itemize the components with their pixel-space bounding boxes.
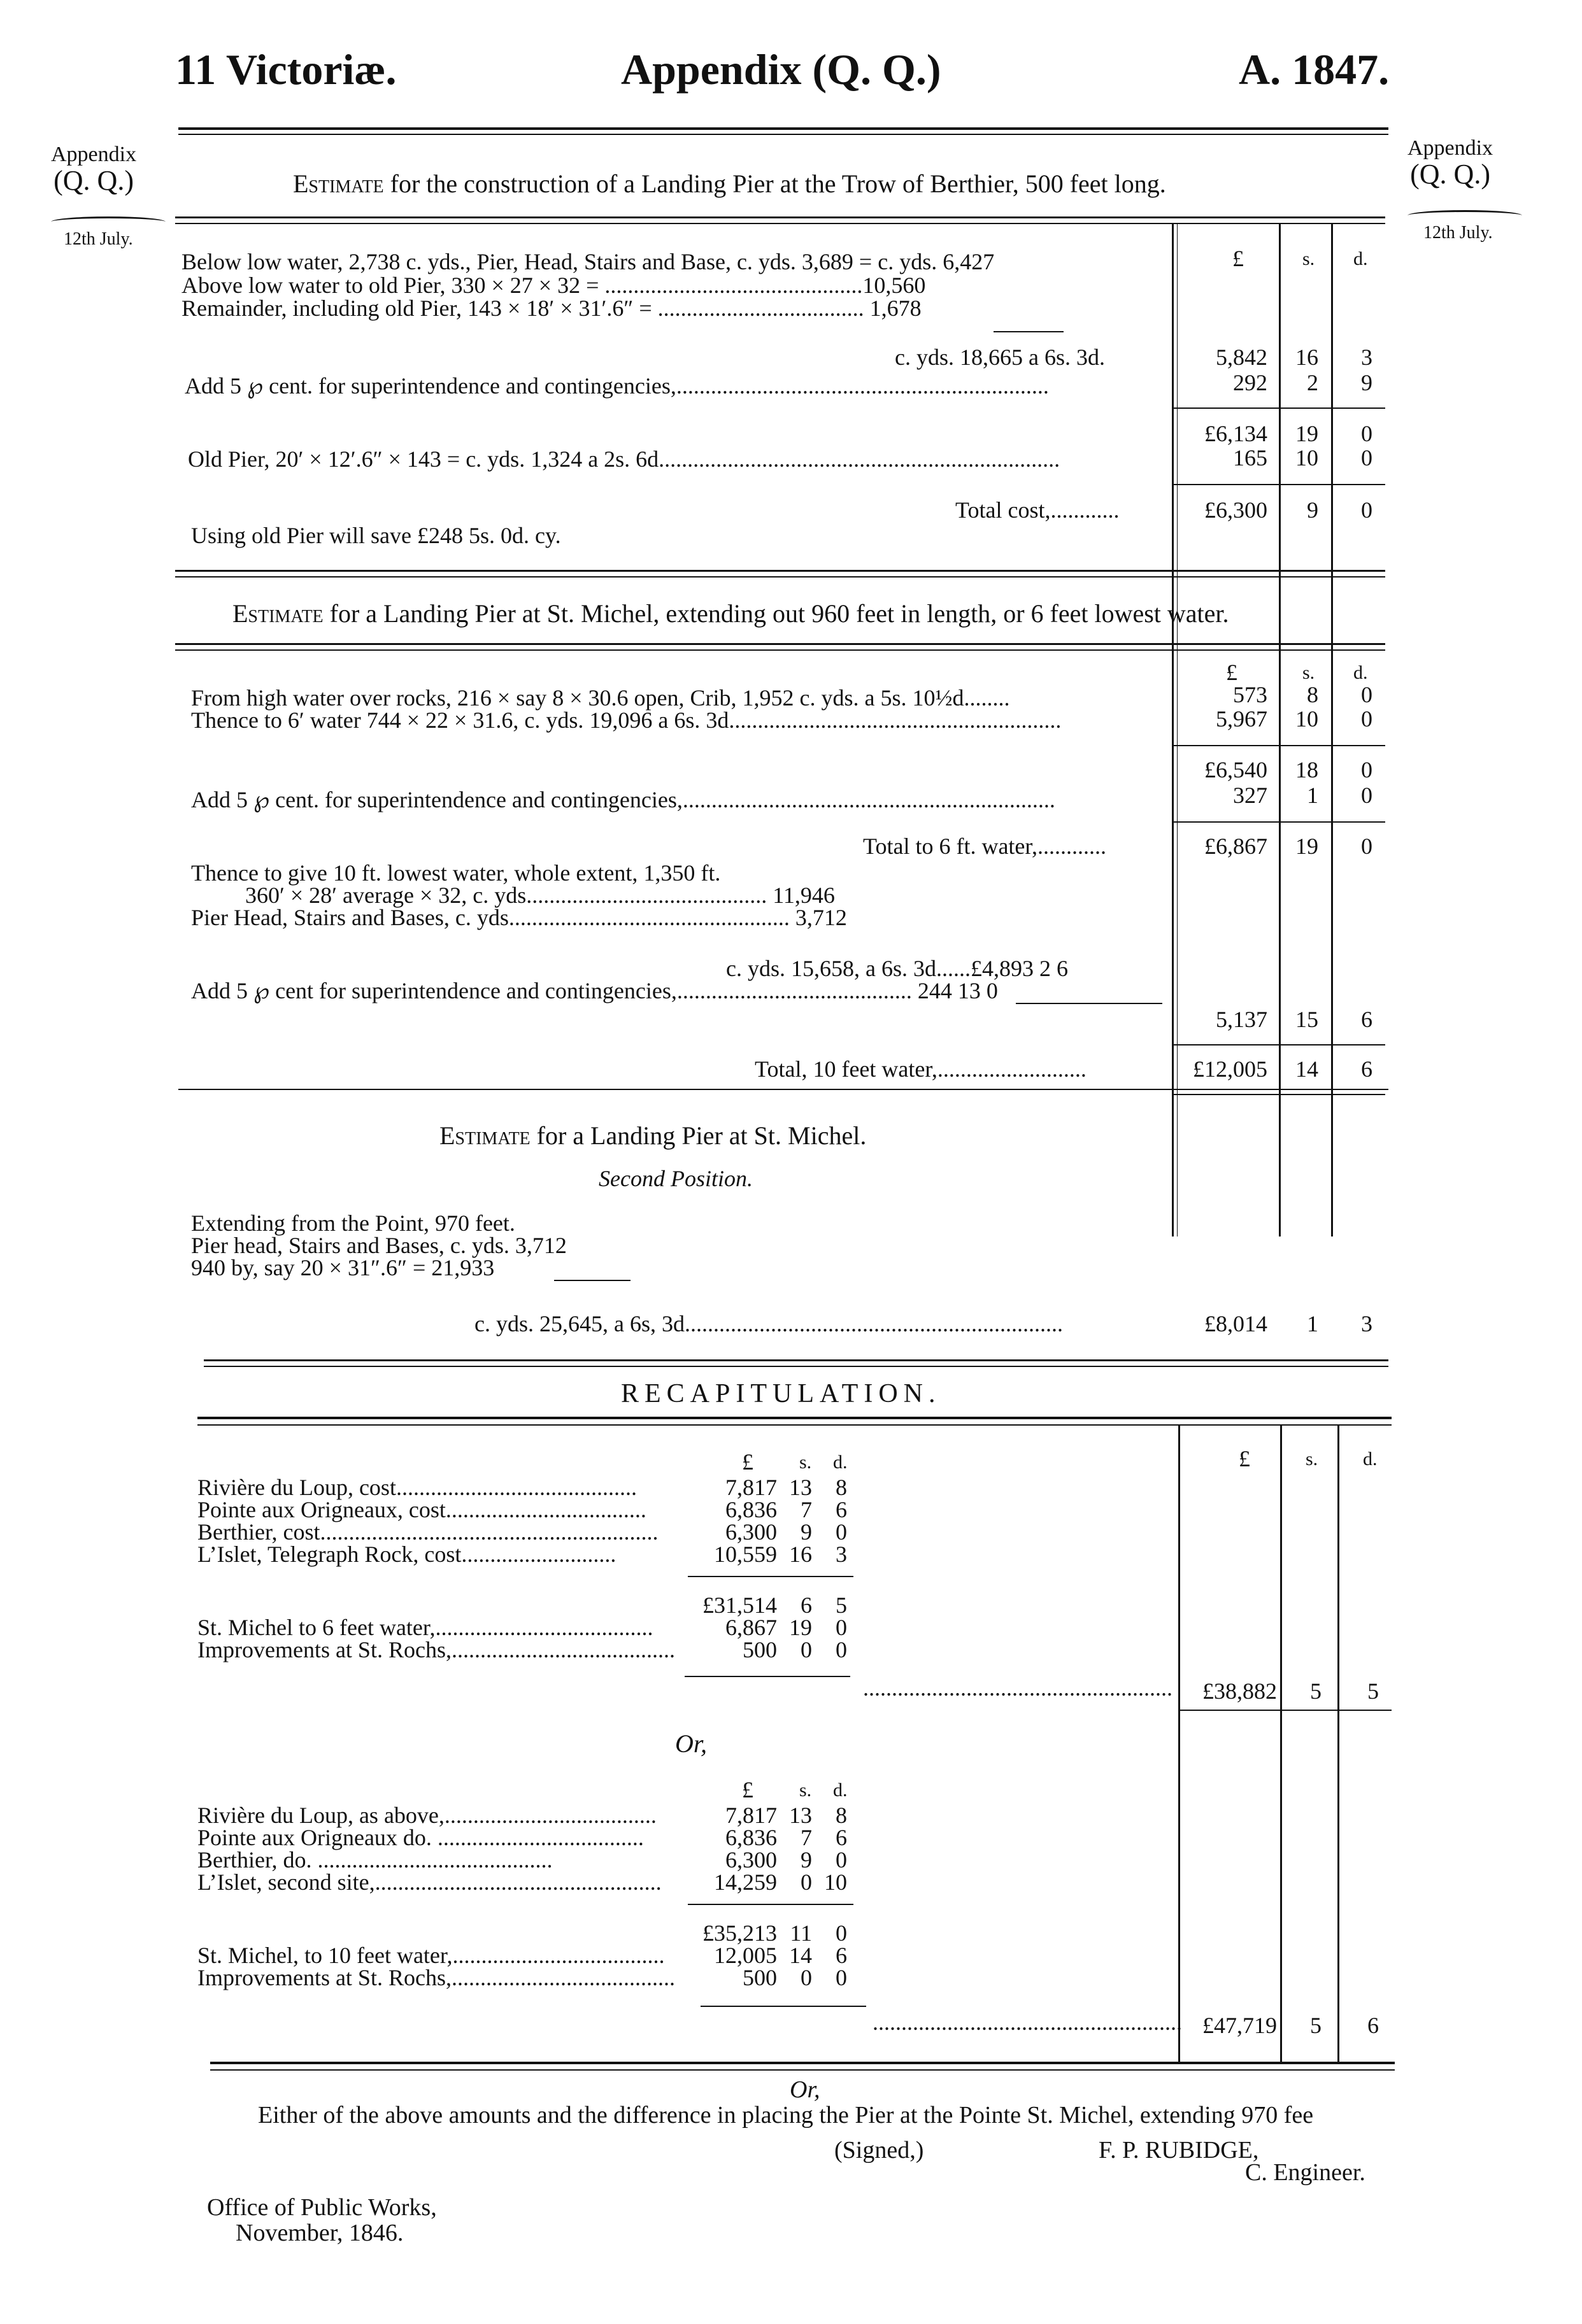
rule: [994, 331, 1064, 332]
recap-col-pounds: £: [1239, 1446, 1250, 1471]
rule: [197, 1424, 1392, 1426]
m1-total10-label: Total, 10 feet water,..........................: [755, 1056, 1087, 1082]
recap-a-row-3: L’Islet, Telegraph Rock, cost...........................: [197, 1541, 616, 1567]
recap-a-total-s: 5: [1310, 1678, 1322, 1704]
rule: [688, 1576, 853, 1577]
rule: [204, 1359, 1388, 1361]
m1-add-d: 0: [1361, 783, 1372, 808]
berthier-subtotal-label: c. yds. 18,665 a 6s. 3d.: [895, 344, 1105, 370]
m1-sub-d: 0: [1361, 757, 1372, 783]
recap-b-v0-d: 8: [836, 1803, 847, 1828]
berthier-old-s: 10: [1295, 445, 1318, 471]
footer-role: C. Engineer.: [1245, 2159, 1365, 2186]
recap-b-v1-l: 6,836: [725, 1825, 777, 1850]
rule: [197, 1417, 1392, 1419]
col-head-s: s.: [1302, 248, 1315, 269]
recap-b-total-dots: ......................................................: [873, 2009, 1182, 2035]
header-left: 11 Victoriæ.: [175, 45, 397, 94]
recap-a-head-l: £: [742, 1449, 753, 1475]
recap-a-row-2: Berthier, cost...........................................................: [197, 1519, 659, 1545]
recap-b-v1-s: 7: [801, 1825, 812, 1850]
m2-l1: Extending from the Point, 970 feet.: [191, 1210, 515, 1236]
col-line-1b: [1177, 224, 1178, 1236]
m1-l1-l: 573: [1233, 682, 1267, 707]
m1-l1-d: 0: [1361, 682, 1372, 707]
rule: [685, 1676, 850, 1677]
rule: [701, 2006, 866, 2007]
col-line-1: [1172, 224, 1174, 1236]
berthier-note: Using old Pier will save £248 5s. 0d. cy.: [191, 523, 561, 548]
margin-brace-right: [1407, 210, 1522, 221]
michel1-title: [232, 599, 1229, 628]
berthier-add-label: Add 5 ℘ cent. for superintendence and contingencies,.................................................................: [185, 373, 1049, 399]
recap-a2-v1-d: 0: [836, 1637, 847, 1662]
rule: [210, 2062, 1395, 2064]
berthier-add-s: 2: [1307, 370, 1318, 395]
footer-date: November, 1846.: [236, 2220, 404, 2246]
recap-a2-v0-d: 0: [836, 1615, 847, 1640]
recap-b-v3-d: 10: [824, 1869, 847, 1895]
m2-l2: Pier head, Stairs and Bases, c. yds. 3,712: [191, 1233, 567, 1258]
recap-col-s: s.: [1306, 1449, 1318, 1470]
berthier-total-label: Total cost,............: [955, 497, 1120, 523]
m2-total-d: 3: [1361, 1311, 1372, 1336]
rule: [1172, 1044, 1385, 1045]
recap-b2-v1-l: 500: [743, 1965, 777, 1990]
recap-a-v2-d: 0: [836, 1519, 847, 1545]
recap-b-row-1: Pointe aux Origneaux do. ....................................: [197, 1825, 644, 1850]
recap-b2-row-0: St. Michel, to 10 feet water,.....................................: [197, 1943, 665, 1968]
recap-col-line-1: [1178, 1426, 1180, 2062]
m1-total6-d: 0: [1361, 833, 1372, 859]
margin-qq: (Q. Q.): [53, 164, 134, 196]
recap-a-total-dots: ......................................................: [863, 1675, 1172, 1701]
margin-appendix: Appendix: [51, 143, 137, 166]
title-rest: for the construction of a Landing Pier at the Trow of Berthier, 500 feet long.: [383, 169, 1166, 198]
recap-a-sum-d: 5: [836, 1592, 847, 1618]
rule: [175, 570, 1385, 572]
berthier-sub-s: 16: [1295, 344, 1318, 370]
berthier-total-d: 0: [1361, 497, 1372, 523]
m1-add2-s: 15: [1295, 1007, 1318, 1032]
recap-b2-v1-d: 0: [836, 1965, 847, 1990]
berthier-sub-d: 3: [1361, 344, 1372, 370]
recap-b-sum-d: 0: [836, 1920, 847, 1946]
recap-a-v2-s: 9: [801, 1519, 812, 1545]
col-line-3: [1331, 224, 1333, 1236]
footer-either: Either of the above amounts and the difference in placing the Pier at the Pointe St. Michel, extending 970 fee: [258, 2102, 1314, 2129]
recap-b2-v0-s: 14: [789, 1943, 812, 1968]
rule: [1016, 1003, 1162, 1004]
m1-l2-s: 10: [1295, 706, 1318, 732]
top-rule-thin: [178, 134, 1388, 135]
recap-b-total-d: 6: [1367, 2013, 1379, 2038]
recap-b-v1-d: 6: [836, 1825, 847, 1850]
recap-b-v0-l: 7,817: [725, 1803, 777, 1828]
m1-thence3: Pier Head, Stairs and Bases, c. yds................................................. 3,712: [191, 905, 847, 930]
margin-brace-left: [51, 216, 166, 227]
rule: [1172, 1094, 1385, 1095]
footer-office: Office of Public Works,: [207, 2194, 437, 2221]
m2-cyds: c. yds. 25,645, a 6s, 3d..................................................................: [474, 1311, 1063, 1336]
m1-add2-d: 6: [1361, 1007, 1372, 1032]
recap-a-head-s: s.: [799, 1452, 812, 1473]
berthier-old-d: 0: [1361, 445, 1372, 471]
m1-total6-s: 19: [1295, 833, 1318, 859]
recap-b2-v0-l: 12,005: [714, 1943, 777, 1968]
berthier-old-label: Old Pier, 20′ × 12′.6″ × 143 = c. yds. 1,324 a 2s. 6d......................................................................: [188, 446, 1060, 472]
recap-col-d: d.: [1363, 1449, 1378, 1470]
rule: [175, 643, 1385, 645]
header-center: Appendix (Q. Q.): [621, 45, 941, 94]
recap-col-line-3: [1337, 1426, 1339, 2062]
recap-a2-row-0: St. Michel to 6 feet water,......................................: [197, 1615, 653, 1640]
recap-b-head-l: £: [742, 1777, 753, 1803]
top-rule: [178, 127, 1388, 130]
recap-a-v0-l: 7,817: [725, 1475, 777, 1500]
m1-sub-s: 18: [1295, 757, 1318, 783]
col-head-d: d.: [1353, 248, 1368, 269]
berthier-old-l: 165: [1233, 445, 1267, 471]
recap-b-v2-l: 6,300: [725, 1847, 777, 1873]
m2-total-s: 1: [1307, 1311, 1318, 1336]
rule: [204, 1366, 1388, 1367]
recap-b2-v1-s: 0: [801, 1965, 812, 1990]
recap-col-line-2: [1280, 1426, 1282, 2062]
recap-b-sum-l: £35,213: [702, 1920, 777, 1946]
recap-b-row-2: Berthier, do. .........................................: [197, 1847, 553, 1873]
recap-a-v0-d: 8: [836, 1475, 847, 1500]
m1-col-pounds: £: [1226, 660, 1237, 685]
m1-col-d: d.: [1353, 662, 1368, 683]
m1-add2-label: Add 5 ℘ cent for superintendence and contingencies,......................................... 244 13 0: [191, 978, 998, 1003]
margin-date-left: 12th July.: [64, 229, 133, 249]
recap-a-head-d: d.: [833, 1452, 848, 1473]
recap-title: RECAPITULATION.: [621, 1379, 941, 1408]
recap-a-total-l: £38,882: [1202, 1678, 1277, 1704]
m1-total6-l: £6,867: [1204, 833, 1267, 859]
recap-a-row-1: Pointe aux Origneaux, cost...................................: [197, 1497, 646, 1522]
col-head-pounds: £: [1232, 246, 1244, 271]
berthier-line-3: Remainder, including old Pier, 143 × 18′ × 31′.6″ = .................................... 1,678: [182, 295, 922, 321]
rule: [1172, 745, 1385, 746]
title-rest: for a Landing Pier at St. Michel, extending out 960 feet in length, or 6 feet lowest water.: [323, 599, 1229, 628]
recap-b2-v0-d: 6: [836, 1943, 847, 1968]
recap-a2-v0-s: 19: [789, 1615, 812, 1640]
recap-a-sum-s: 6: [801, 1592, 812, 1618]
rule: [178, 1089, 1388, 1090]
berthier-line-1: Below low water, 2,738 c. yds., Pier, Head, Stairs and Base, c. yds. 3,689 = c. yds. 6,427: [182, 249, 995, 274]
recap-b-head-s: s.: [799, 1780, 812, 1801]
recap-a-v0-s: 13: [789, 1475, 812, 1500]
m1-total10-d: 6: [1361, 1056, 1372, 1082]
m1-add-l: 327: [1233, 783, 1267, 808]
berthier-t1-s: 19: [1295, 421, 1318, 446]
recap-b-v0-s: 13: [789, 1803, 812, 1828]
title-sc: Estimate: [232, 599, 324, 628]
rule: [1172, 484, 1385, 485]
recap-a-v1-d: 6: [836, 1497, 847, 1522]
title-sc: Estimate: [293, 169, 384, 198]
m1-total10-l: £12,005: [1193, 1056, 1267, 1082]
margin-note-right: [1407, 137, 1493, 189]
footer-or: Or,: [790, 2076, 820, 2103]
berthier-add-l: 292: [1233, 370, 1267, 395]
rule: [210, 2069, 1395, 2071]
recap-b-row-3: L’Islet, second site,..................................................: [197, 1869, 662, 1895]
m2-total-l: £8,014: [1204, 1311, 1267, 1336]
m1-total10-s: 14: [1295, 1056, 1318, 1082]
margin-appendix: Appendix: [1407, 136, 1493, 160]
m2-l3: 940 by, say 20 × 31″.6″ = 21,933: [191, 1255, 495, 1280]
m1-col-s: s.: [1302, 662, 1315, 683]
recap-a2-row-1: Improvements at St. Rochs,.......................................: [197, 1637, 675, 1662]
recap-a-sum-l: £31,514: [702, 1592, 777, 1618]
recap-b-total-s: 5: [1310, 2013, 1322, 2038]
rule: [688, 1904, 853, 1905]
berthier-line-2: Above low water to old Pier, 330 × 27 × 32 = .............................................10,560: [182, 273, 926, 298]
berthier-sub-l: 5,842: [1216, 344, 1267, 370]
m1-thence2: 360′ × 28′ average × 32, c. yds.......................................... 11,946: [245, 882, 835, 908]
m1-thence1: Thence to give 10 ft. lowest water, whole extent, 1,350 ft.: [191, 860, 721, 886]
m1-line1: From high water over rocks, 216 × say 8 × 30.6 open, Crib, 1,952 c. yds. a 5s. 10½d........: [191, 685, 1010, 711]
header-right: A. 1847.: [1239, 45, 1390, 94]
rule: [175, 649, 1385, 651]
m1-l1-s: 8: [1307, 682, 1318, 707]
recap-a2-v0-l: 6,867: [725, 1615, 777, 1640]
margin-note-left: [51, 143, 136, 195]
recap-b2-row-1: Improvements at St. Rochs,.......................................: [197, 1965, 675, 1990]
rule: [175, 223, 1385, 224]
recap-b-v2-d: 0: [836, 1847, 847, 1873]
m1-sub-l: £6,540: [1204, 757, 1267, 783]
michel2-subtitle: Second Position.: [599, 1166, 753, 1191]
michel2-title: [439, 1121, 866, 1151]
recap-a-v1-s: 7: [801, 1497, 812, 1522]
recap-a2-v1-l: 500: [743, 1637, 777, 1662]
margin-qq: (Q. Q.): [1410, 158, 1490, 190]
berthier-add-d: 9: [1361, 370, 1372, 395]
rule: [1178, 1710, 1392, 1711]
recap-b-head-d: d.: [833, 1780, 848, 1801]
footer-signed: (Signed,): [834, 2137, 924, 2164]
m1-add-label: Add 5 ℘ cent. for superintendence and contingencies,.................................................................: [191, 787, 1055, 812]
title-rest: for a Landing Pier at St. Michel.: [530, 1121, 867, 1150]
rule: [175, 216, 1385, 218]
m1-total6-label: Total to 6 ft. water,............: [863, 833, 1106, 859]
rule: [175, 576, 1385, 577]
m1-l2-d: 0: [1361, 706, 1372, 732]
recap-a-v1-l: 6,836: [725, 1497, 777, 1522]
recap-b-total-l: £47,719: [1202, 2013, 1277, 2038]
berthier-t1-l: £6,134: [1204, 421, 1267, 446]
recap-b-v3-l: 14,259: [714, 1869, 777, 1895]
recap-a-v2-l: 6,300: [725, 1519, 777, 1545]
recap-a-total-d: 5: [1367, 1678, 1379, 1704]
berthier-total-s: 9: [1307, 497, 1318, 523]
margin-date-right: 12th July.: [1423, 223, 1493, 243]
recap-or: Or,: [675, 1729, 708, 1758]
rule: [1172, 407, 1385, 409]
recap-b-v3-s: 0: [801, 1869, 812, 1895]
m1-add2-l: 5,137: [1216, 1007, 1267, 1032]
rule: [554, 1280, 631, 1281]
recap-a-v3-s: 16: [789, 1541, 812, 1567]
title-sc: Estimate: [439, 1121, 531, 1150]
m1-l2-l: 5,967: [1216, 706, 1267, 732]
recap-a-v3-d: 3: [836, 1541, 847, 1567]
rule: [1172, 821, 1385, 823]
recap-a-row-0: Rivière du Loup, cost..........................................: [197, 1475, 637, 1500]
m1-add-s: 1: [1307, 783, 1318, 808]
recap-b-row-0: Rivière du Loup, as above,.....................................: [197, 1803, 657, 1828]
footer-name: F. P. RUBIDGE,: [1099, 2137, 1259, 2164]
m1-cyds: c. yds. 15,658, a 6s. 3d......£4,893 2 6: [726, 956, 1068, 981]
recap-a-v3-l: 10,559: [714, 1541, 777, 1567]
berthier-t1-d: 0: [1361, 421, 1372, 446]
m1-line2: Thence to 6′ water 744 × 22 × 31.6, c. yds. 19,096 a 6s. 3d..........................................................: [191, 707, 1062, 733]
berthier-title: [293, 169, 1166, 199]
recap-b-sum-s: 11: [790, 1920, 812, 1946]
berthier-total-l: £6,300: [1204, 497, 1267, 523]
recap-a2-v1-s: 0: [801, 1637, 812, 1662]
recap-b-v2-s: 9: [801, 1847, 812, 1873]
